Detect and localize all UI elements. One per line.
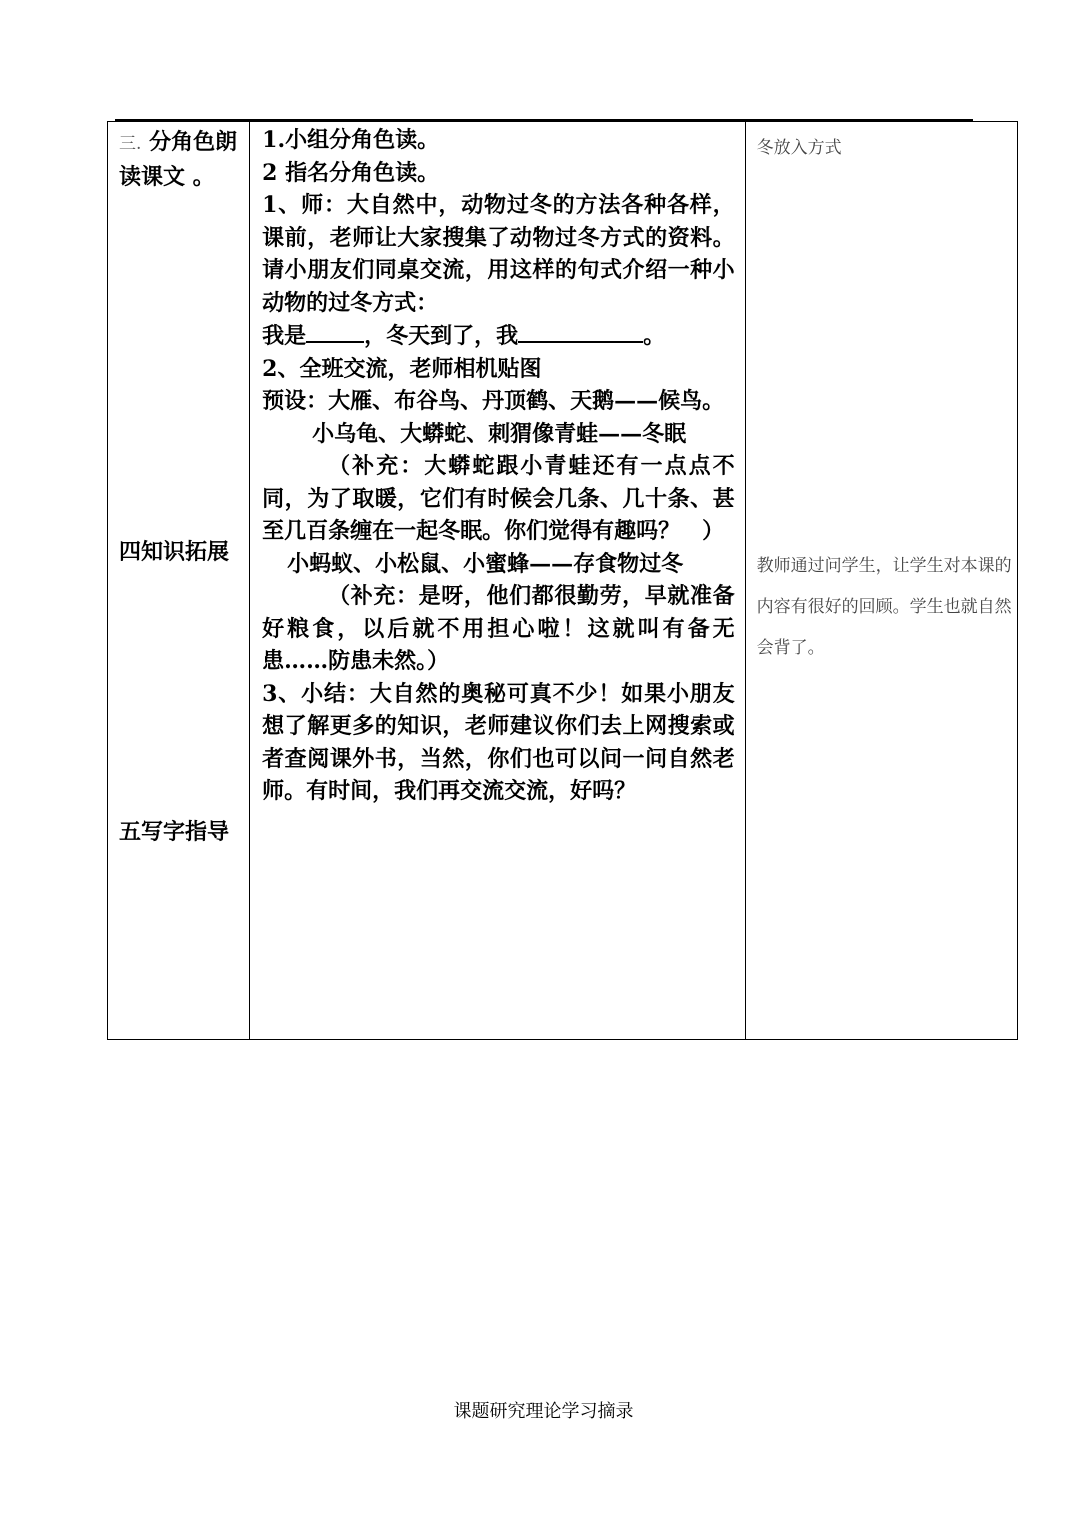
activity-line: 1、师：大自然中，动物过冬的方法各种各样，课前，老师让大家搜集了动物过冬方式的资料。请小朋友们同桌交流，用这样的句式介绍一种小动物的过冬方式： xyxy=(262,192,735,316)
activity-line: 2 指名分角色读。 xyxy=(262,159,440,186)
activity-line: 1.小组分角色读。 xyxy=(262,127,440,153)
step-4-label: 四知识拓展 xyxy=(119,539,230,565)
activity-line: （补充：是呀，他们都很勤劳，早就准备好粮食，以后就不用担心啦！这就叫有备无患……防患未然。） xyxy=(262,583,735,674)
pattern-text: 。 xyxy=(643,323,666,349)
activity-line: 预设：大雁、布谷鸟、丹顶鹤、天鹅——候鸟。 xyxy=(262,388,725,414)
activity-line: 2、全班交流，老师相机贴图 xyxy=(262,355,542,382)
activity-line: 3、小结：大自然的奥秘可真不少！如果小朋友想了解更多的知识，老师建议你们去上网搜索或者查阅课外书，当然，你们也可以问一问自然老师。有时间，我们再交流交流，好吗？ xyxy=(262,680,735,804)
fill-blank xyxy=(518,319,643,343)
note-text: 冬放入方式 xyxy=(756,138,842,158)
notes-column xyxy=(745,122,1017,1040)
activity-line: 小乌龟、大蟒蛇、刺猬像青蛙——冬眠 xyxy=(312,420,687,447)
step-column xyxy=(108,122,250,1040)
step-3-label: 分角色朗读课文 。 xyxy=(119,129,238,190)
step-5-label: 五写字指导 xyxy=(119,819,230,845)
activity-column xyxy=(250,122,746,1040)
lesson-table xyxy=(107,121,1018,1040)
activity-line: 小蚂蚁、小松鼠、小蜜蜂——存食物过冬 xyxy=(287,550,684,577)
step-3 xyxy=(119,126,241,194)
table-row xyxy=(108,122,1018,1040)
fill-blank xyxy=(306,319,364,343)
step-3-number: 三. xyxy=(119,134,142,154)
pattern-text: ，冬天到了，我 xyxy=(364,323,519,349)
pattern-text: 我是 xyxy=(262,323,307,349)
note-text: 教师通过问学生，让学生对本课的内容有很好的回顾。学生也就自然会背了。 xyxy=(756,556,1012,658)
footer-title: 课题研究理论学习摘录 xyxy=(453,1401,634,1422)
activity-line: （补充：大蟒蛇跟小青蛙还有一点点不同，为了取暖，它们有时候会几条、几十条、甚至几百条缠在一起冬眠。你们觉得有趣吗？ ） xyxy=(262,453,735,544)
sentence-pattern-line xyxy=(262,319,735,353)
